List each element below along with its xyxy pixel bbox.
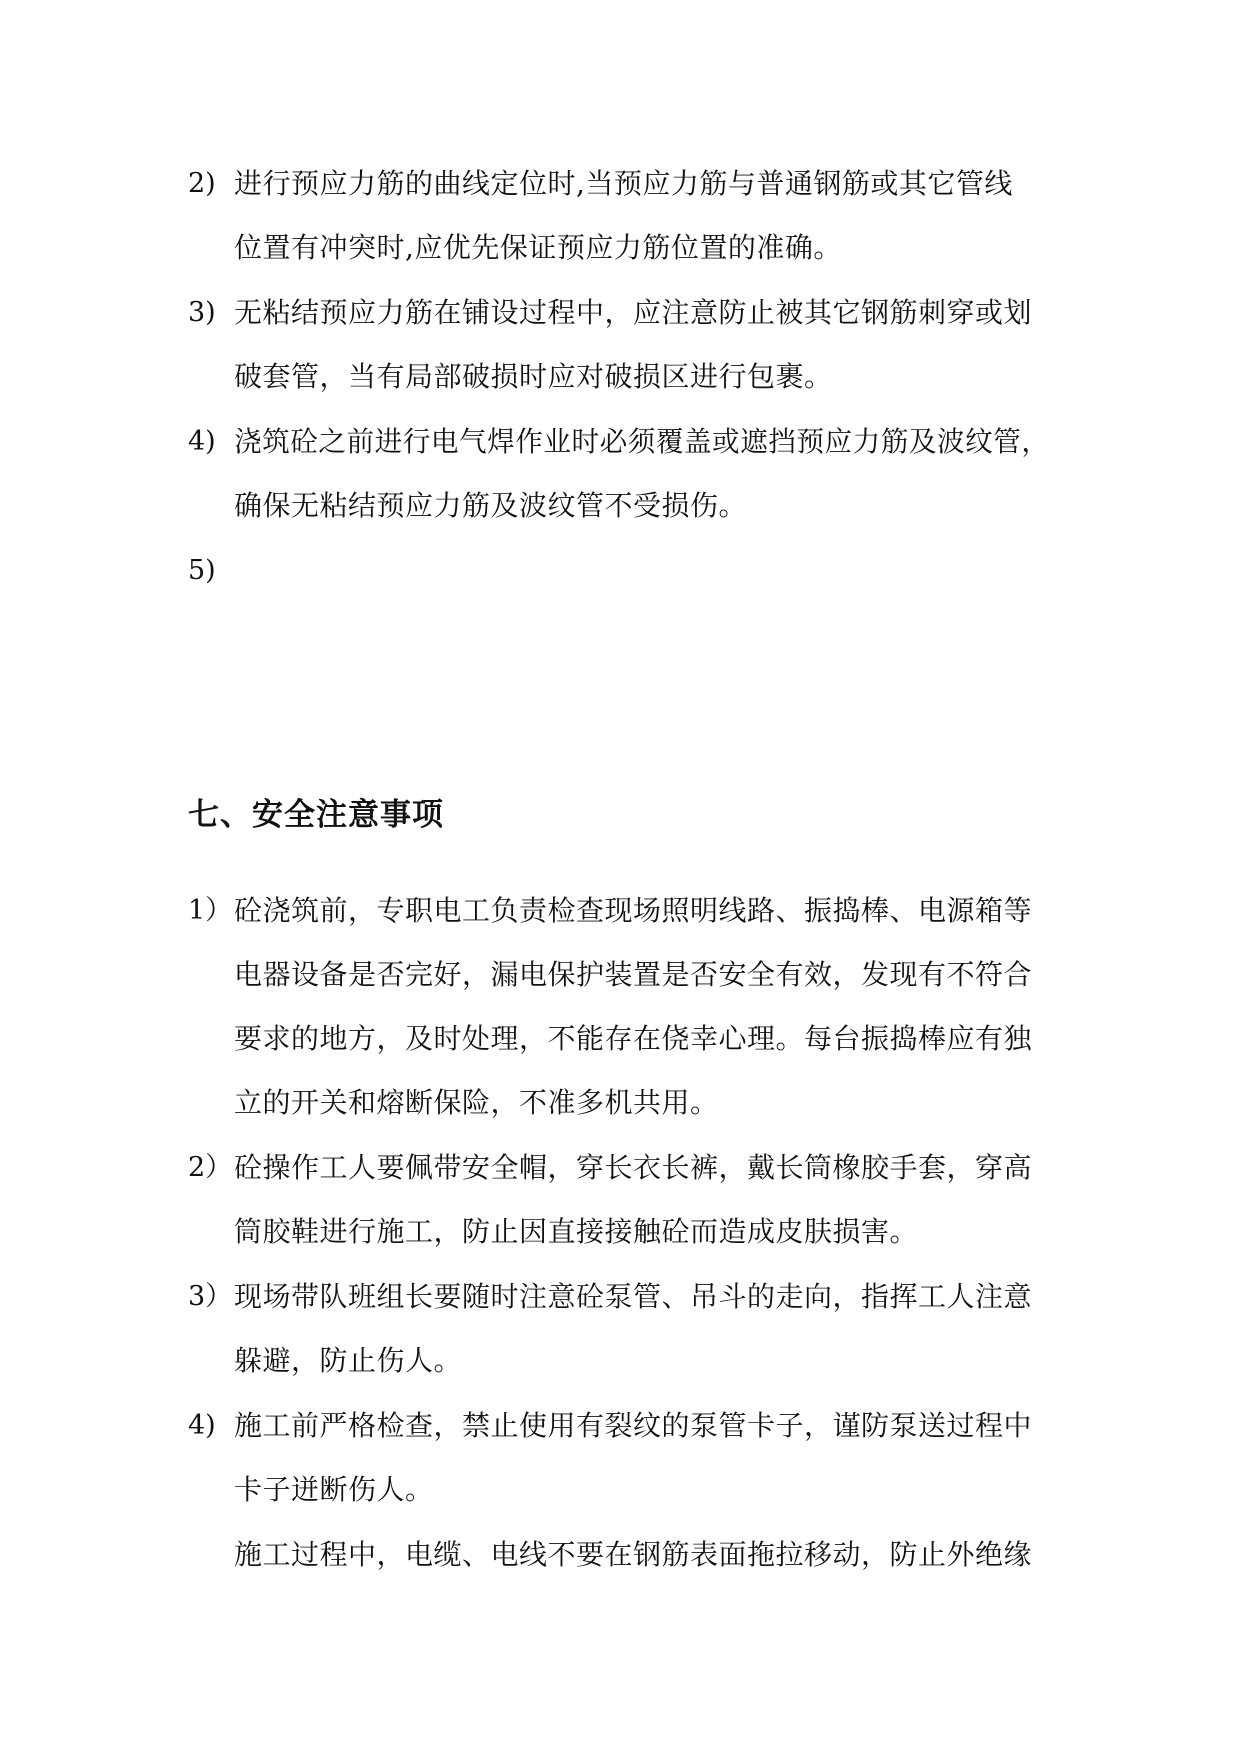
list-text-line: 要求的地方，及时处理，不能存在侥幸心理。每台振捣棒应有独 bbox=[234, 1022, 1033, 1055]
list-number: 2) bbox=[188, 168, 216, 199]
list-number: 4) bbox=[188, 1410, 216, 1441]
list-text-line: 卡子迸断伤人。 bbox=[234, 1473, 434, 1506]
list-text-line: 施工前严格检查，禁止使用有裂纹的泵管卡子，谨防泵送过程中 bbox=[234, 1409, 1033, 1442]
list-text-line: 无粘结预应力筋在铺设过程中，应注意防止被其它钢筋刺穿或划 bbox=[234, 296, 1033, 329]
list-number: 2） bbox=[188, 1152, 233, 1183]
list-text-line: 躲避，防止伤人。 bbox=[234, 1344, 463, 1377]
list-number: 3） bbox=[188, 1281, 233, 1312]
list-text-line: 筒胶鞋进行施工，防止因直接接触砼而造成皮肤损害。 bbox=[234, 1215, 919, 1248]
list-number: 1） bbox=[188, 895, 233, 926]
list-text-line: 位置有冲突时,应优先保证预应力筋位置的准确。 bbox=[234, 231, 842, 264]
section-heading: 七、安全注意事项 bbox=[188, 797, 444, 833]
list-number: 3) bbox=[188, 297, 216, 328]
list-text-line: 砼操作工人要佩带安全帽，穿长衣长裤，戴长筒橡胶手套，穿高 bbox=[234, 1151, 1033, 1184]
list-text-line: 电器设备是否完好，漏电保护装置是否安全有效，发现有不符合 bbox=[234, 958, 1033, 991]
paragraph-text: 施工过程中，电缆、电线不要在钢筋表面拖拉移动，防止外绝缘 bbox=[234, 1538, 1033, 1571]
list-text-line: 砼浇筑前，专职电工负责检查现场照明线路、振捣棒、电源箱等 bbox=[234, 894, 1033, 927]
list-number: 5) bbox=[188, 555, 216, 586]
list-number: 4) bbox=[188, 426, 216, 457]
list-text-line: 确保无粘结预应力筋及波纹管不受损伤。 bbox=[234, 489, 748, 522]
list-text-line: 现场带队班组长要随时注意砼泵管、吊斗的走向，指挥工人注意 bbox=[234, 1280, 1033, 1313]
list-text-line: 立的开关和熔断保险，不准多机共用。 bbox=[234, 1086, 719, 1119]
list-text-line: 破套管，当有局部破损时应对破损区进行包裹。 bbox=[234, 360, 833, 393]
list-text-line: 进行预应力筋的曲线定位时,当预应力筋与普通钢筋或其它管线 bbox=[234, 167, 1013, 200]
list-text-line: 浇筑砼之前进行电气焊作业时必须覆盖或遮挡预应力筋及波纹管， bbox=[234, 425, 1050, 458]
